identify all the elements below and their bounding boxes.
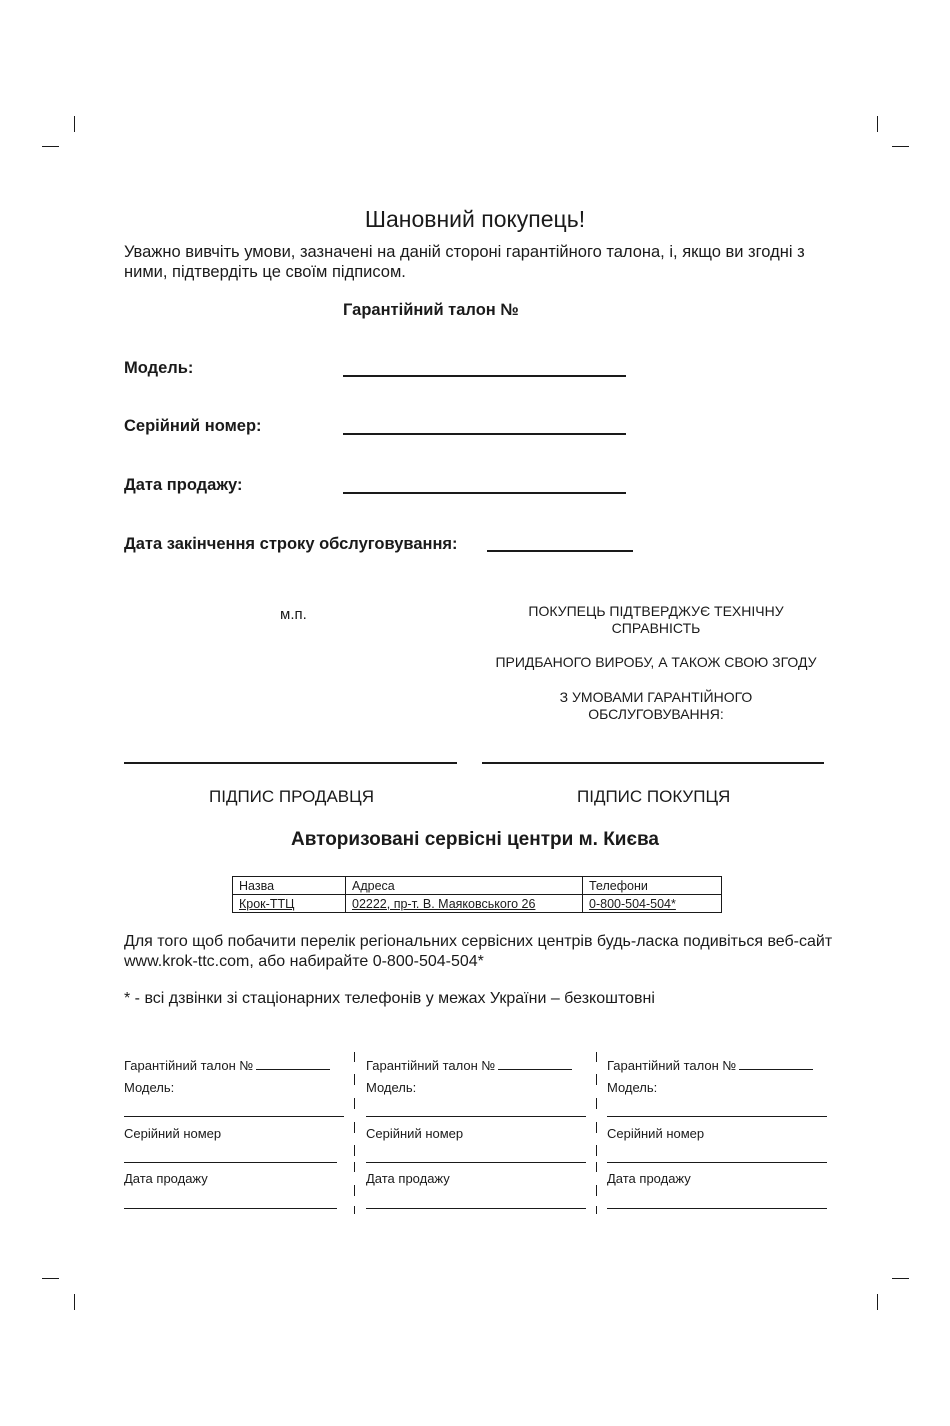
center-name: Крок-ТТЦ xyxy=(239,896,295,911)
cut-line-segment xyxy=(354,1145,355,1156)
cut-line-segment xyxy=(596,1052,597,1062)
model-field[interactable] xyxy=(343,375,626,377)
cut-line-segment xyxy=(354,1206,355,1214)
buyer-confirmation-line: ПРИДБАНОГО ВИРОБУ, А ТАКОЖ СВОЮ ЗГОДУ xyxy=(495,654,817,670)
service-end-label: Дата закінчення строку обслуговування: xyxy=(124,535,458,553)
stub-title xyxy=(607,1057,813,1073)
table-row xyxy=(233,895,722,913)
stub-date-label: Дата продажу xyxy=(366,1171,450,1186)
buyer-signature-line[interactable] xyxy=(482,762,824,764)
free-calls-note: * - всі дзвінки зі стаціонарних телефонів у межах України – безкоштовні xyxy=(124,990,655,1007)
stub-date-label: Дата продажу xyxy=(124,1171,208,1186)
cut-line-segment xyxy=(596,1145,597,1156)
serial-label: Серійний номер: xyxy=(124,417,262,435)
warranty-card-title: Гарантійний талон № xyxy=(343,301,519,319)
stub-number-field[interactable] xyxy=(498,1057,572,1070)
cut-line-segment xyxy=(354,1185,355,1196)
service-centers-title: Авторизовані сервісні центри м. Києва xyxy=(291,829,659,850)
service-centers-table xyxy=(232,876,722,913)
sale-date-field[interactable] xyxy=(343,492,626,494)
stub-title-text: Гарантійний талон № xyxy=(366,1058,496,1073)
stub-serial-label: Серійний номер xyxy=(124,1126,222,1141)
sale-date-label: Дата продажу: xyxy=(124,476,243,494)
stub-date-field[interactable] xyxy=(124,1208,337,1209)
column-header: Телефони xyxy=(583,877,722,895)
stub-title-text: Гарантійний талон № xyxy=(124,1058,254,1073)
cut-line-segment xyxy=(354,1074,355,1085)
crop-mark xyxy=(74,1294,75,1310)
stub-title xyxy=(366,1057,572,1073)
center-address: 02222, пр-т. В. Маяковського 26 xyxy=(352,896,536,911)
service-end-field[interactable] xyxy=(487,550,633,552)
crop-mark xyxy=(892,1278,909,1279)
warranty-stub xyxy=(366,1057,588,1217)
table-cell xyxy=(233,895,346,913)
cut-line-segment xyxy=(596,1122,597,1133)
cut-line-segment xyxy=(354,1052,355,1062)
cut-line-segment xyxy=(596,1162,597,1172)
stub-model-label: Модель: xyxy=(366,1080,417,1095)
crop-mark xyxy=(892,146,909,147)
warranty-stub xyxy=(124,1057,346,1217)
warranty-stub xyxy=(607,1057,829,1217)
stub-model-field[interactable] xyxy=(607,1116,827,1117)
stub-title-text: Гарантійний талон № xyxy=(607,1058,737,1073)
cut-line-segment xyxy=(596,1206,597,1214)
cut-line-segment xyxy=(596,1074,597,1085)
center-phone: 0-800-504-504* xyxy=(589,896,676,911)
seller-signature-line[interactable] xyxy=(124,762,457,764)
stub-serial-field[interactable] xyxy=(124,1162,337,1163)
stamp-label: м.п. xyxy=(280,606,307,623)
stub-serial-label: Серійний номер xyxy=(366,1126,464,1141)
buyer-signature-label: ПІДПИС ПОКУПЦЯ xyxy=(577,787,731,806)
crop-mark xyxy=(74,116,75,132)
stub-date-label: Дата продажу xyxy=(607,1171,691,1186)
page-title: Шановний покупець! xyxy=(364,206,586,232)
table-header-row xyxy=(233,877,722,895)
stub-model-field[interactable] xyxy=(124,1116,344,1117)
stub-date-field[interactable] xyxy=(607,1208,827,1209)
column-header: Назва xyxy=(233,877,346,895)
serial-field[interactable] xyxy=(343,433,626,435)
cut-line-segment xyxy=(596,1098,597,1109)
column-header: Адреса xyxy=(346,877,583,895)
table-cell xyxy=(346,895,583,913)
crop-mark xyxy=(877,1294,878,1310)
buyer-confirmation-line: ПОКУПЕЦЬ ПІДТВЕРДЖУЄ ТЕХНІЧНУ СПРАВНІСТЬ xyxy=(528,603,784,636)
crop-mark xyxy=(42,1278,59,1279)
crop-mark xyxy=(42,146,59,147)
model-label: Модель: xyxy=(124,359,194,377)
stub-serial-label: Серійний номер xyxy=(607,1126,705,1141)
cut-line-segment xyxy=(596,1185,597,1196)
stub-serial-field[interactable] xyxy=(607,1162,827,1163)
stub-model-label: Модель: xyxy=(124,1080,175,1095)
intro-text: Уважно вивчіть умови, зазначені на даній стороні гарантійного талона, і, якщо ви згодні з ними, підтвердіть це своїм підписом. xyxy=(124,243,805,281)
stub-title xyxy=(124,1057,330,1073)
stub-date-field[interactable] xyxy=(366,1208,586,1209)
cut-line-segment xyxy=(354,1098,355,1109)
stub-serial-field[interactable] xyxy=(366,1162,586,1163)
cut-line-segment xyxy=(354,1162,355,1172)
stub-number-field[interactable] xyxy=(739,1057,813,1070)
stub-model-label: Модель: xyxy=(607,1080,658,1095)
stub-model-field[interactable] xyxy=(366,1116,586,1117)
buyer-confirmation-line: З УМОВАМИ ГАРАНТІЙНОГО ОБСЛУГОВУВАННЯ: xyxy=(559,689,753,722)
crop-mark xyxy=(877,116,878,132)
stub-number-field[interactable] xyxy=(256,1057,330,1070)
seller-signature-label: ПІДПИС ПРОДАВЦЯ xyxy=(209,787,374,806)
regional-note: Для того щоб побачити перелік регіональних сервісних центрів будь-ласка подивіться веб-сайт www.krok-ttc.com, або набирайте 0-800-504-504* xyxy=(124,933,833,970)
table-cell xyxy=(583,895,722,913)
cut-line-segment xyxy=(354,1122,355,1133)
